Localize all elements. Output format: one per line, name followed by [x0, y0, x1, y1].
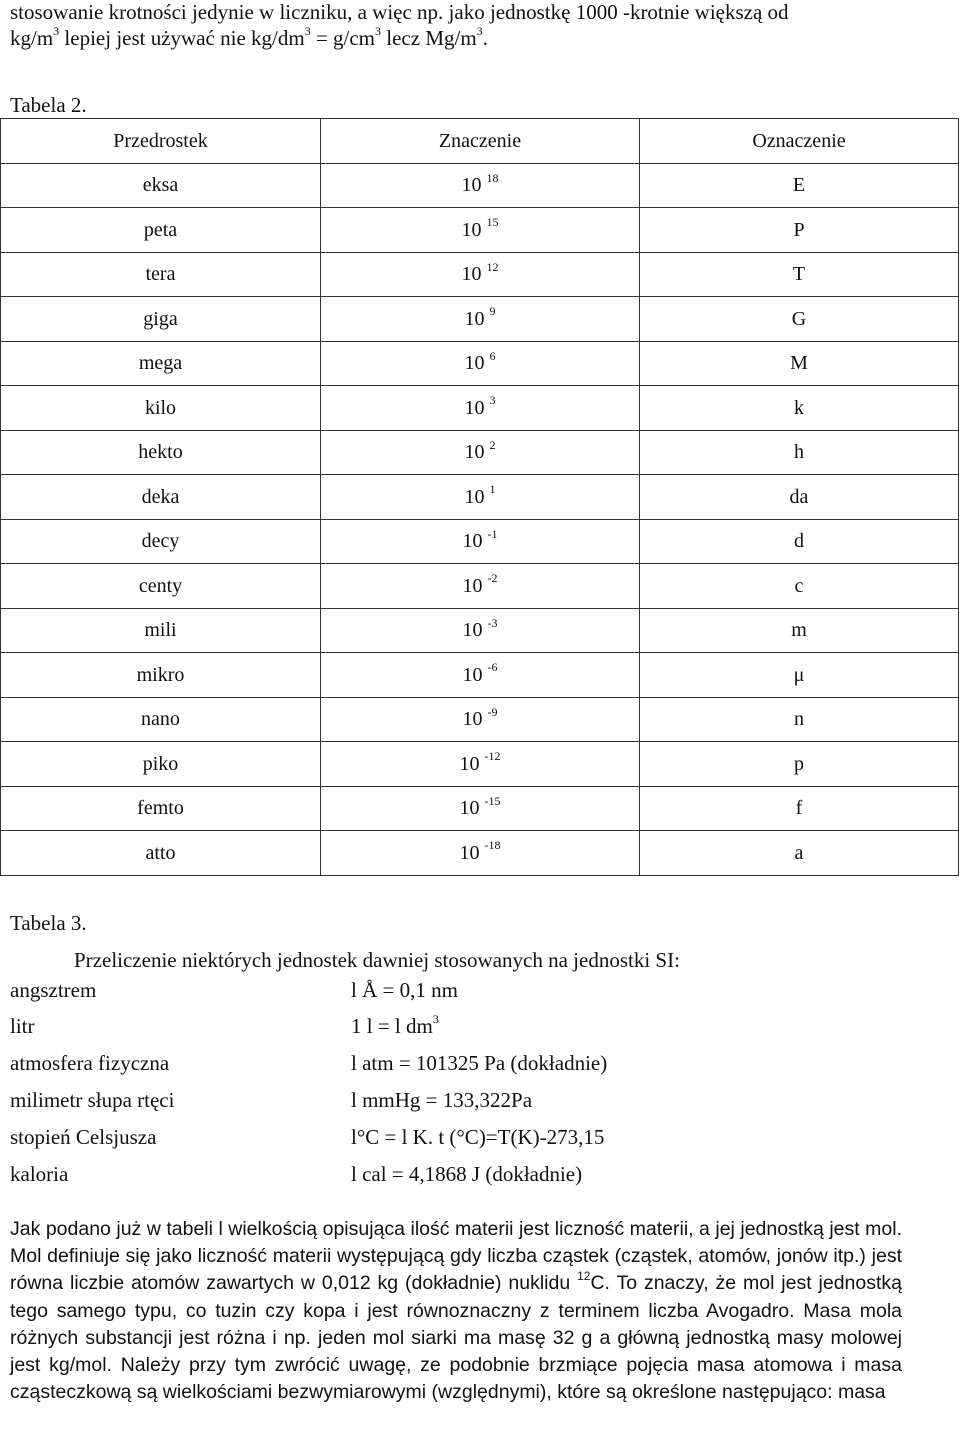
prefix-name: kilo [1, 386, 321, 431]
prefix-name: hekto [1, 430, 321, 475]
prefix-meaning: 10 $^{18}$ [321, 163, 640, 208]
table-row [1, 831, 959, 876]
prefix-name: tera [1, 252, 321, 297]
prefix-symbol: T [640, 252, 959, 297]
prefix-name: giga [1, 297, 321, 342]
table2-caption: Tabela 2. [10, 93, 87, 117]
body-paragraph: Jak podano już w tabeli l wielkością opisująca ilość materii jest liczność materii, a jej jednostką jest mol. Mol definiuje się jako liczność materii występującą gdy liczba cząstek (cząstek, atomów, jonów itp.) jest równa liczbie atomów zawartych w 0,012 kg (dokładnie) nuklidu $^{12}$C. To znaczy, że mol jest jednostką tego samego typu, co tuzin czy kopa i jest równoznaczny z terminem liczba Avogadro. Masa mola różnych substancji jest różna i np. jeden mol siarki ma masę 32 g a główną jednostką masy molowej jest kg/mol. Należy przy tym zwrócić uwagę, ze podobnie brzmiące pojęcia masa atomowa i masa cząsteczkową są wielkościami bezwymiarowymi (względnymi), które są określone następująco: masa [10, 1218, 902, 1404]
prefix-meaning: 10 $^2$ [321, 430, 640, 475]
table-row [1, 252, 959, 297]
conversion-title: Przeliczenie niektórych jednostek dawniej stosowanych na jednostki SI: [74, 948, 680, 972]
table-row [1, 742, 959, 787]
prefix-symbol: M [640, 341, 959, 386]
prefix-symbol: c [640, 564, 959, 609]
table-row [1, 430, 959, 475]
prefix-meaning: 10 $^6$ [321, 341, 640, 386]
table-row [1, 208, 959, 253]
conversion-unit-name: litr [10, 1014, 35, 1038]
table-row [1, 386, 959, 431]
table-row [1, 475, 959, 520]
conversion-unit-name: milimetr słupa rtęci [10, 1088, 175, 1112]
intro-line-2: $kg/m^3$ lepiej jest używać nie $kg/dm^3 = g/cm^3$ lecz $Mg/m^3$. [10, 24, 488, 50]
table-row [1, 786, 959, 831]
prefix-meaning: 10 $^{-2}$ [321, 564, 640, 609]
intro-line-1: stosowanie krotności jedynie w liczniku, a więc np. jako jednostkę 1000 -krotnie większą od [10, 0, 789, 24]
prefix-meaning: 10 $^{-9}$ [321, 697, 640, 742]
header-prefix: Przedrostek [1, 119, 321, 164]
prefix-symbol: k [640, 386, 959, 431]
conversion-unit-name: stopień Celsjusza [10, 1125, 157, 1149]
prefix-symbol: m [640, 608, 959, 653]
prefix-name: mikro [1, 653, 321, 698]
prefix-name: nano [1, 697, 321, 742]
conversion-unit-value: l Å = 0,1 nm [351, 978, 458, 1002]
conversion-unit-name: angsztrem [10, 978, 97, 1002]
table-row [1, 163, 959, 208]
table-row [1, 564, 959, 609]
conversion-unit-name: kaloria [10, 1162, 69, 1186]
prefix-meaning: 10 $^{-15}$ [321, 786, 640, 831]
table-row [1, 697, 959, 742]
table3-caption: Tabela 3. [10, 911, 87, 935]
prefix-meaning: 10 $^{-3}$ [321, 608, 640, 653]
prefix-name: mili [1, 608, 321, 653]
prefix-name: femto [1, 786, 321, 831]
prefix-symbol: p [640, 742, 959, 787]
prefix-meaning: 10 $^1$ [321, 475, 640, 520]
header-meaning: Znaczenie [321, 119, 640, 164]
prefix-meaning: 10 $^9$ [321, 297, 640, 342]
conversion-unit-value: l atm = 101325 Pa (dokładnie) [351, 1051, 608, 1075]
prefix-meaning: 10 $^{-6}$ [321, 653, 640, 698]
conversion-unit-value: l°C = l K. t (°C)=T(K)-273,15 [351, 1125, 605, 1149]
prefix-meaning: 10 $^3$ [321, 386, 640, 431]
table-row [1, 519, 959, 564]
prefix-name: mega [1, 341, 321, 386]
prefix-symbol: μ [640, 653, 959, 698]
prefix-symbol: G [640, 297, 959, 342]
prefix-symbol: a [640, 831, 959, 876]
conversion-unit-value: l mmHg = 133,322Pa [351, 1088, 533, 1112]
prefix-symbol: da [640, 475, 959, 520]
prefix-name: deka [1, 475, 321, 520]
table-row [1, 608, 959, 653]
table-row [1, 653, 959, 698]
prefix-name: eksa [1, 163, 321, 208]
prefix-name: centy [1, 564, 321, 609]
prefix-meaning: 10 $^{12}$ [321, 252, 640, 297]
table-header-row [1, 119, 959, 164]
prefix-symbol: P [640, 208, 959, 253]
prefix-name: peta [1, 208, 321, 253]
prefix-symbol: d [640, 519, 959, 564]
table-row [1, 297, 959, 342]
prefix-name: atto [1, 831, 321, 876]
prefix-meaning: 10 $^{-12}$ [321, 742, 640, 787]
prefix-symbol: f [640, 786, 959, 831]
conversion-unit-value: l cal = 4,1868 J (dokładnie) [351, 1162, 583, 1186]
conversion-unit-name: atmosfera fizyczna [10, 1051, 170, 1075]
conversion-unit-value: 1 l = l $dm^3$ [351, 1012, 439, 1038]
prefix-table [0, 118, 959, 876]
prefix-symbol: n [640, 697, 959, 742]
prefix-meaning: 10 $^{15}$ [321, 208, 640, 253]
prefix-meaning: 10 $^{-18}$ [321, 831, 640, 876]
prefix-name: piko [1, 742, 321, 787]
prefix-symbol: h [640, 430, 959, 475]
table-row [1, 341, 959, 386]
prefix-meaning: 10 $^{-1}$ [321, 519, 640, 564]
prefix-symbol: E [640, 163, 959, 208]
header-symbol: Oznaczenie [640, 119, 959, 164]
prefix-name: decy [1, 519, 321, 564]
